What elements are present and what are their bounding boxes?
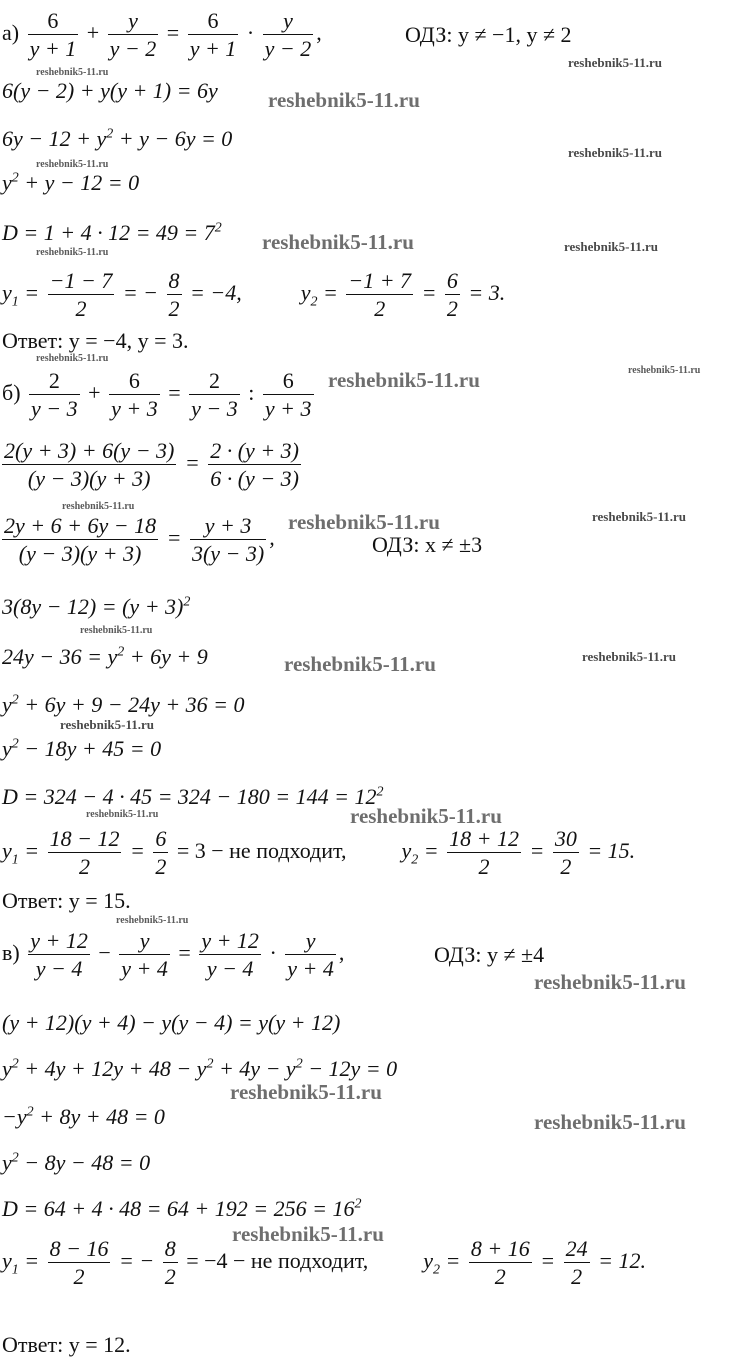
watermark: reshebnik5-11.ru (60, 717, 155, 732)
step-b-4: $24y - 36 = y^2 + 6y + 9$ (2, 644, 208, 669)
watermark: reshebnik5-11.ru (534, 1110, 686, 1134)
odz-a: ОДЗ: y ≠ −1, y ≠ 2 (405, 22, 572, 47)
roots-b: $y_1$ = $\frac{18 - 12}{2}$ = $\frac{6}{2}$ = 3 − не подходит, $y_2$ = $\frac{18 + 12}{2}$ = $\frac{30}{2}$ = 15. (2, 826, 636, 879)
equation-b-line1: б) $\frac{2}{y - 3}$ + $\frac{6}{y + 3}$ = $\frac{2}{y - 3}$ : $\frac{6}{y + 3}$ (2, 368, 312, 421)
step-b-1: $\frac{2(y + 3) + 6(y - 3)}{(y - 3)(y + 3)}$ = $\frac{2 \cdot (y + 3)}{6 \cdot (y - 3)}$ (4, 438, 299, 491)
watermark: reshebnik5-11.ru (62, 501, 135, 512)
step-b-5: $y^2 + 6y + 9 - 24y + 36 = 0$ (2, 692, 245, 717)
watermark: reshebnik5-11.ru (36, 353, 109, 364)
watermark: reshebnik5-11.ru (284, 652, 436, 676)
watermark: reshebnik5-11.ru (568, 55, 663, 70)
discriminant-v: $D = 64 + 4 \cdot 48 = 64 + 192 = 256 = 16^2$ (2, 1196, 362, 1221)
watermark: reshebnik5-11.ru (86, 809, 159, 820)
watermark: reshebnik5-11.ru (268, 88, 420, 112)
fraction: $\frac{y}{y - 2}$ (109, 8, 157, 61)
watermark: reshebnik5-11.ru (534, 970, 686, 994)
discriminant-a: $D = 1 + 4 \cdot 12 = 49 = 7^2$ (2, 220, 222, 245)
watermark: reshebnik5-11.ru (262, 230, 414, 254)
step-b-3: $3(8y - 12) = (y + 3)^2$ (2, 594, 191, 619)
watermark: reshebnik5-11.ru (350, 804, 502, 828)
label-b: б) (2, 380, 21, 406)
label-a: а) (2, 20, 20, 46)
answer-b: Ответ: y = 15. (2, 888, 131, 913)
step-v-3: $-y^2 + 8y + 48 = 0$ (2, 1104, 165, 1129)
odz-b: ОДЗ: x ≠ ±3 (372, 532, 483, 557)
watermark: reshebnik5-11.ru (80, 625, 153, 636)
watermark: reshebnik5-11.ru (564, 239, 659, 254)
roots-a: $y_1$ = $\frac{-1 - 7}{2}$ = − $\frac{8}{2}$ = −4, $y_2$ = $\frac{-1 + 7}{2}$ = $\frac{6}{2}$ = 3. (2, 268, 506, 321)
watermark: reshebnik5-11.ru (328, 368, 480, 392)
fraction: $\frac{6}{y + 1}$ (29, 8, 77, 61)
label-v: в) (2, 940, 20, 966)
equation-v-line1: в) $\frac{y + 12}{y - 4}$ − $\frac{y}{y + 4}$ = $\frac{y + 12}{y - 4}$ · $\frac{y}{y + 4}$ , (2, 928, 345, 981)
watermark: reshebnik5-11.ru (568, 145, 663, 160)
watermark: reshebnik5-11.ru (116, 915, 189, 926)
discriminant-b: $D = 324 - 4 \cdot 45 = 324 - 180 = 144 = 12^2$ (2, 784, 384, 809)
watermark: reshebnik5-11.ru (288, 510, 440, 534)
step-v-2: $y^2 + 4y + 12y + 48 - y^2 + 4y - y^2 - 12y = 0$ (2, 1056, 398, 1081)
step-b-2: $\frac{2y + 6 + 6y - 18}{(y - 3)(y + 3)}$ = $\frac{y + 3}{3(y - 3)}$ , (4, 513, 275, 566)
fraction: $\frac{6}{y + 1}$ (189, 8, 237, 61)
watermark: reshebnik5-11.ru (36, 247, 109, 258)
step-a-3: $y^2 + y - 12 = 0$ (2, 170, 140, 195)
watermark: reshebnik5-11.ru (592, 509, 687, 524)
watermark: reshebnik5-11.ru (36, 159, 109, 170)
step-a-2: $6y - 12 + y^2 + y - 6y = 0$ (2, 126, 233, 151)
step-v-1: (y + 12)(y + 4) − y(y − 4) = y(y + 12) (2, 1010, 341, 1035)
watermark: reshebnik5-11.ru (582, 649, 677, 664)
watermark: reshebnik5-11.ru (628, 365, 701, 376)
roots-v: $y_1$ = $\frac{8 - 16}{2}$ = − $\frac{8}{2}$ = −4 − не подходит, $y_2$ = $\frac{8 + 16}{2}$ = $\frac{24}{2}$ = 12. (2, 1236, 646, 1289)
odz-v: ОДЗ: y ≠ ±4 (434, 942, 545, 967)
watermark: reshebnik5-11.ru (36, 67, 109, 78)
fraction: $\frac{y}{y - 2}$ (264, 8, 312, 61)
answer-v: Ответ: y = 12. (2, 1332, 131, 1357)
step-v-4: $y^2 - 8y - 48 = 0$ (2, 1150, 151, 1175)
equation-a-line1: а) $\frac{6}{y + 1}$ + $\frac{y}{y - 2}$ = $\frac{6}{y + 1}$ · $\frac{y}{y - 2}$ , (2, 8, 322, 61)
watermark: reshebnik5-11.ru (232, 1222, 384, 1246)
step-a-1: 6(y − 2) + y(y + 1) = 6y (2, 78, 218, 103)
step-b-6: $y^2 - 18y + 45 = 0$ (2, 736, 162, 761)
answer-a: Ответ: y = −4, y = 3. (2, 328, 189, 353)
watermark: reshebnik5-11.ru (230, 1080, 382, 1104)
